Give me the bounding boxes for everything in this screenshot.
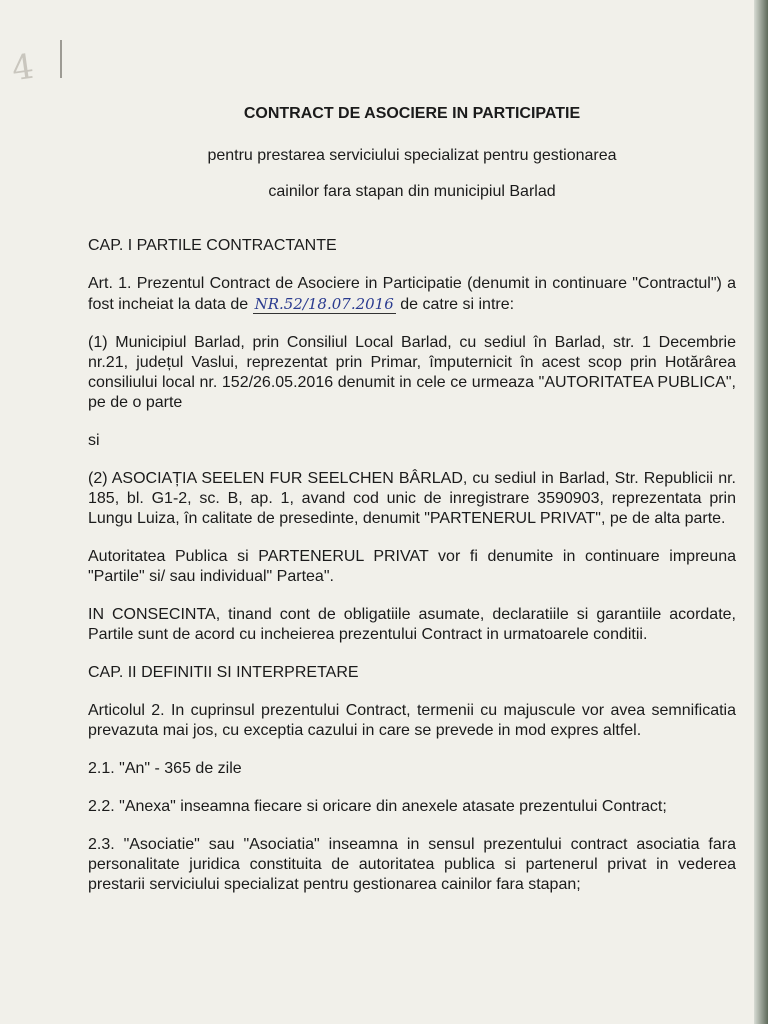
party-2-paragraph: (2) ASOCIAȚIA SEELEN FUR SEELCHEN BÂRLAD, cu sediul in Barlad, Str. Republicii nr. 185, bl. G1-2, sc. B, ap. 1, avand cod unic de inregistrare 3590903, reprezentata prin Lungu Luiza, în calitate de presedinte, denumit "PARTENERUL PRIVAT", pe de alta parte. [88, 470, 736, 527]
margin-stroke [60, 40, 62, 78]
party-1-paragraph: (1) Municipiul Barlad, prin Consiliul Local Barlad, cu sediul în Barlad, str. 1 Decembrie nr.21, județul Vaslui, reprezentat prin Primar, împuternicit în acest scop prin Hotărârea consiliului local nr. 152/26.05.2016 denumit in cele ce urmeaza "AUTORITATEA PUBLICA", pe de o parte [88, 334, 736, 411]
definition-2-3: 2.3. "Asociatie" sau "Asociatia" inseamna in sensul prezentului contract asociatia fara personalitate juridica constituita de autoritatea publica si partenerul privat in vederea prestarii serviciului specializat pentru gestionarea cainilor fara stapan; [88, 836, 736, 893]
article-1-text-start: Art. 1. Prezentul Contract de Asociere in Participatie (denumit in continuare "Contractul") a fost incheiat la data de [88, 275, 736, 313]
article-1 [88, 274, 736, 315]
contract-subtitle-line-2: cainilor fara stapan din municipiul Barlad [268, 183, 556, 200]
margin-handwritten-mark: 4 [9, 46, 37, 90]
document-body [88, 100, 736, 913]
article-2: Articolul 2. In cuprinsul prezentului Contract, termenii cu majuscule vor avea semnificatia prevazuta mai jos, cu exceptia cazului in care se prevede in mod expres altfel. [88, 702, 736, 739]
chapter-2-heading: CAP. II DEFINITII SI INTERPRETARE [88, 664, 359, 681]
contract-subtitle-line-1: pentru prestarea serviciului specializat pentru gestionarea [207, 147, 617, 164]
contract-title: CONTRACT DE ASOCIERE IN PARTICIPATIE [243, 105, 581, 122]
consecinta-paragraph: IN CONSECINTA, tinand cont de obligatiile asumate, declaratiile si garantiile acordate, Partile sunt de acord cu incheierea prezentului Contract in urmatoarele conditii. [88, 606, 736, 643]
article-1-text-end: de catre si intre: [395, 296, 515, 313]
conjunction-si: si [88, 432, 100, 449]
chapter-1-heading: CAP. I PARTILE CONTRACTANTE [88, 237, 337, 254]
handwritten-contract-number: NR.52/18.07.2016 [254, 295, 394, 313]
background-edge [754, 0, 768, 1024]
definition-2-1: 2.1. "An" - 365 de zile [88, 760, 242, 777]
parties-definition-paragraph: Autoritatea Publica si PARTENERUL PRIVAT vor fi denumite in continuare impreuna "Partile" si/ sau individual" Partea". [88, 548, 736, 585]
definition-2-2: 2.2. "Anexa" inseamna fiecare si oricare din anexele atasate prezentului Contract; [88, 798, 667, 815]
